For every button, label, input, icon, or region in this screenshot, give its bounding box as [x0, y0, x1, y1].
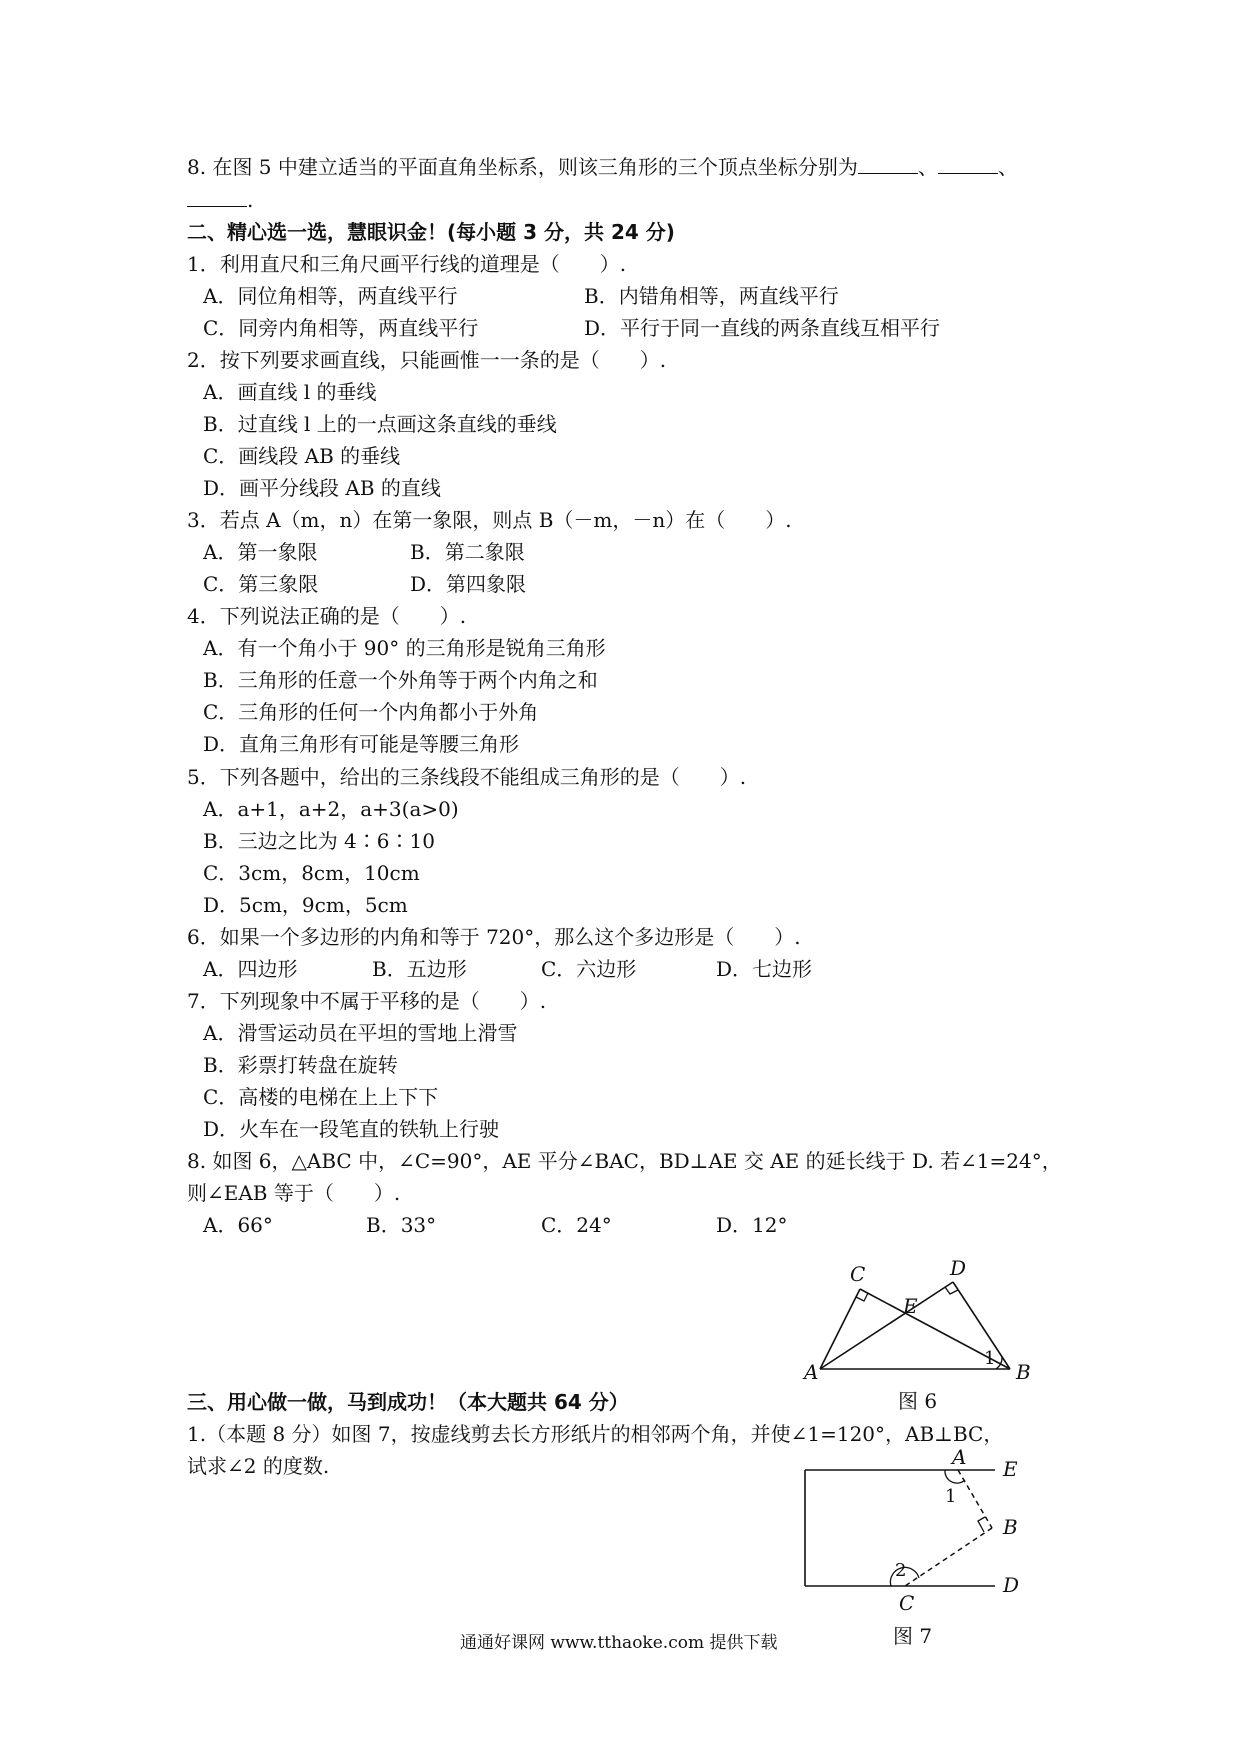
label-e: E: [1003, 1457, 1018, 1481]
figure-7-diagram: [795, 1448, 1040, 1616]
question-3-option-d: D．第四象限: [410, 572, 527, 596]
question-2-option-d: D．画平分线段 AB 的直线: [203, 476, 441, 500]
segment-ad: [820, 1282, 953, 1369]
section-3-question-1-line-1: 1.（本题 8 分）如图 7，按虚线剪去长方形纸片的相邻两个角，并使∠1=120°，AB⊥BC，: [187, 1422, 1004, 1446]
question-3-option-b: B．第二象限: [410, 540, 525, 564]
separator: 、: [997, 155, 1018, 179]
question-4-option-b: B．三角形的任意一个外角等于两个内角之和: [203, 668, 598, 692]
question-1-option-b: B．内错角相等，两直线平行: [584, 284, 839, 308]
question-5-option-b: B．三边之比为 4∶6∶10: [203, 829, 435, 853]
cut-line-bc: [905, 1528, 992, 1586]
question-6-option-d: D．七边形: [716, 957, 813, 981]
question-8-option-b: B．33°: [366, 1213, 437, 1237]
right-angle-mark-b: [978, 1517, 985, 1532]
label-d: D: [950, 1256, 967, 1280]
question-7-stem: 7．下列现象中不属于平移的是（ ）.: [187, 989, 547, 1013]
question-5-option-c: C．3cm，8cm，10cm: [203, 861, 420, 885]
label-a: A: [952, 1448, 967, 1469]
question-8-option-c: C．24°: [541, 1213, 612, 1237]
answer-blank-1: [858, 155, 918, 174]
figure-7-caption: 图 7: [893, 1624, 933, 1648]
question-1-option-d: D．平行于同一直线的两条直线互相平行: [584, 316, 941, 340]
question-8-stem-cont: 则∠EAB 等于（ ）.: [187, 1181, 401, 1205]
question-6-option-b: B．五边形: [372, 957, 467, 981]
question-6-stem: 6．如果一个多边形的内角和等于 720°，那么这个多边形是（ ）.: [187, 925, 801, 949]
question-2-stem: 2．按下列要求画直线，只能画惟一一条的是（ ）.: [187, 348, 667, 372]
segment-ac: [820, 1289, 860, 1369]
label-e: E: [903, 1294, 918, 1318]
question-2-option-c: C．画线段 AB 的垂线: [203, 444, 401, 468]
label-angle-1: 1: [945, 1486, 957, 1507]
question-7-option-d: D．火车在一段笔直的铁轨上行驶: [203, 1117, 500, 1141]
section-2-heading: 二、精心选一选，慧眼识金！(每小题 3 分，共 24 分): [187, 220, 675, 244]
label-b: B: [1016, 1360, 1031, 1384]
question-1-option-c: C．同旁内角相等，两直线平行: [203, 316, 479, 340]
figure-6-caption: 图 6: [898, 1389, 938, 1413]
segment-db: [953, 1282, 1010, 1369]
question-8-option-a: A．66°: [203, 1213, 273, 1237]
question-1-stem: 1．利用直尺和三角尺画平行线的道理是（ ）.: [187, 252, 627, 276]
question-4-stem: 4．下列说法正确的是（ ）.: [187, 604, 467, 628]
fill-question-8-cont: [187, 188, 253, 212]
question-5-option-a: A．a+1，a+2，a+3(a>0): [203, 797, 459, 821]
label-d: D: [1003, 1573, 1020, 1597]
question-5-stem: 5．下列各题中，给出的三条线段不能组成三角形的是（ ）.: [187, 765, 747, 789]
question-3-option-c: C．第三象限: [203, 572, 319, 596]
answer-blank-3: [187, 188, 247, 207]
angle-1-arc: [945, 1470, 965, 1483]
question-4-option-a: A．有一个角小于 90° 的三角形是锐角三角形: [203, 636, 606, 660]
label-b: B: [1003, 1515, 1018, 1539]
question-2-option-a: A．画直线 l 的垂线: [203, 380, 377, 404]
question-8-option-d: D．12°: [716, 1213, 788, 1237]
figure-6-diagram: [800, 1255, 1040, 1385]
label-a: A: [804, 1360, 819, 1384]
question-2-option-b: B．过直线 l 上的一点画这条直线的垂线: [203, 412, 557, 436]
figure-7: [795, 1448, 1040, 1616]
question-3-option-a: A．第一象限: [203, 540, 318, 564]
question-6-option-c: C．六边形: [541, 957, 637, 981]
figure-6: [800, 1255, 1040, 1385]
cut-line-ab: [958, 1470, 992, 1528]
section-3-question-1-line-2: 试求∠2 的度数.: [187, 1454, 330, 1478]
footer-download-note: 通通好课网 www.tthaoke.com 提供下载: [460, 1633, 778, 1653]
period: .: [247, 188, 254, 212]
question-3-stem: 3．若点 A（m，n）在第一象限，则点 B（－m，－n）在（ ）.: [187, 508, 792, 532]
fill-question-8-text: 8. 在图 5 中建立适当的平面直角坐标系，则该三角形的三个顶点坐标分别为: [187, 155, 858, 179]
label-c: C: [899, 1591, 915, 1615]
question-6-option-a: A．四边形: [203, 957, 298, 981]
label-angle-1: 1: [984, 1348, 996, 1369]
question-4-option-c: C．三角形的任何一个内角都小于外角: [203, 700, 539, 724]
question-8-stem: 8. 如图 6，△ABC 中，∠C=90°，AE 平分∠BAC，BD⊥AE 交 AE 的延长线于 D. 若∠1=24°，: [187, 1149, 1062, 1173]
question-7-option-c: C．高楼的电梯在上上下下: [203, 1085, 439, 1109]
section-3-heading: 三、用心做一做，马到成功！（本大题共 64 分）: [187, 1390, 629, 1414]
fill-question-8: [187, 155, 1018, 179]
label-c: C: [850, 1262, 866, 1286]
label-angle-2: 2: [895, 1560, 907, 1581]
separator: 、: [917, 155, 938, 179]
question-7-option-b: B．彩票打转盘在旋转: [203, 1053, 398, 1077]
question-4-option-d: D．直角三角形有可能是等腰三角形: [203, 732, 520, 756]
question-1-option-a: A．同位角相等，两直线平行: [203, 284, 458, 308]
question-5-option-d: D．5cm，9cm，5cm: [203, 893, 408, 917]
question-7-option-a: A．滑雪运动员在平坦的雪地上滑雪: [203, 1021, 518, 1045]
answer-blank-2: [938, 155, 998, 174]
